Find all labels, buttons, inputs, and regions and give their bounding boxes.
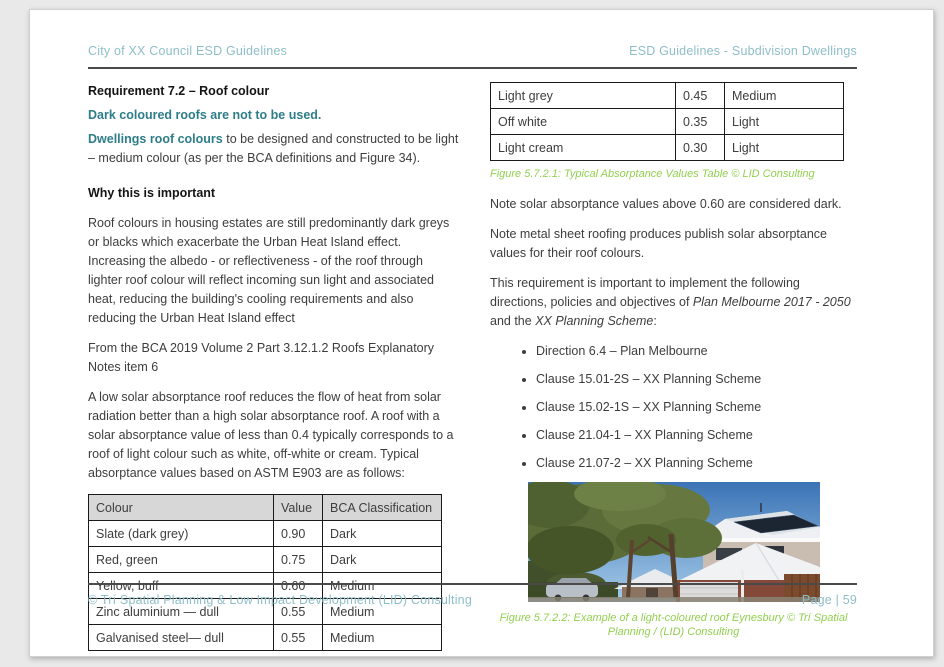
list-item: • Direction 6.4 – Plan Melbourne xyxy=(536,342,857,361)
req-italic-planning-scheme: XX Planning Scheme xyxy=(535,314,654,328)
list-item: • Clause 21.07-2 – XX Planning Scheme xyxy=(536,454,857,473)
cell-colour: Red, green xyxy=(89,547,274,573)
document-page xyxy=(29,9,934,657)
cell-colour: Light cream xyxy=(491,135,676,161)
page-footer xyxy=(88,583,857,607)
cell-classification: Light xyxy=(725,109,844,135)
table-row xyxy=(491,83,844,109)
dwellings-paragraph xyxy=(88,130,460,168)
cell-value: 0.30 xyxy=(676,135,725,161)
table-row xyxy=(89,625,442,651)
req-text-1: This requirement is important to implement the following directions, policies and objectives of xyxy=(490,276,800,309)
header-right-text: ESD Guidelines - Subdivision Dwellings xyxy=(629,44,857,58)
absorptance-table-right xyxy=(490,82,844,161)
cell-classification: Medium xyxy=(323,599,442,625)
footer-rule xyxy=(88,583,857,585)
cell-classification: Medium xyxy=(725,83,844,109)
cell-value: 0.55 xyxy=(274,625,323,651)
left-column xyxy=(88,82,460,651)
cell-value: 0.35 xyxy=(676,109,725,135)
bca-paragraph: From the BCA 2019 Volume 2 Part 3.12.1.2 Roofs Explanatory Notes item 6 xyxy=(88,341,435,374)
cell-classification: Medium xyxy=(323,573,442,599)
col-header-colour: Colour xyxy=(89,495,274,521)
table-row xyxy=(89,547,442,573)
footer-page-number: Page | 59 xyxy=(801,593,857,607)
note-dark-paragraph: Note solar absorptance values above 0.60 are considered dark. xyxy=(490,197,842,211)
roof-colours-paragraph: Roof colours in housing estates are still predominantly dark greys or blacks which exacerbate the Urban Heat Island effect. Increasing the albedo - or reflectiveness - of the roof through lighter roof colour will reflect incoming sun light and associated heat, reducing the building's cooling requirements and also reducing the Urban Heat Island effect xyxy=(88,216,450,325)
photo-figure-caption: Figure 5.7.2.2: Example of a light-coloured roof Eynesbury © Trí Spatial Planning / (LID) Consulting xyxy=(499,612,848,638)
col-header-classification: BCA Classification xyxy=(323,495,442,521)
table-row xyxy=(491,135,844,161)
cell-colour: Light grey xyxy=(491,83,676,109)
cell-value: 0.90 xyxy=(274,521,323,547)
cell-value: 0.45 xyxy=(676,83,725,109)
statement-text: Dark coloured roofs are not to be used. xyxy=(88,108,322,122)
cell-value: 0.60 xyxy=(274,573,323,599)
cell-classification: Dark xyxy=(323,521,442,547)
absorptance-paragraph: A low solar absorptance roof reduces the flow of heat from solar radiation better than a high solar absorptance roof. A roof with a solar absorptance value of less than 0.4 typically corresponds to a roof of light colour such as white, off-white or cream. Typical absorptance values based on ASTM E903 are as follows: xyxy=(88,390,454,480)
cell-value: 0.55 xyxy=(274,599,323,625)
requirement-importance-paragraph xyxy=(490,274,857,331)
cell-colour: Galvanised steel— dull xyxy=(89,625,274,651)
cell-classification: Light xyxy=(725,135,844,161)
requirement-heading: Requirement 7.2 – Roof colour xyxy=(88,84,270,98)
cell-classification: Medium xyxy=(323,625,442,651)
cell-colour: Slate (dark grey) xyxy=(89,521,274,547)
note-metal-paragraph: Note metal sheet roofing produces publish solar absorptance values for their roof colours. xyxy=(490,227,828,260)
req-text-3: : xyxy=(653,314,657,328)
absorptance-table-left xyxy=(88,494,442,651)
cell-colour: Zinc aluminium — dull xyxy=(89,599,274,625)
table-figure-caption: Figure 5.7.2.1: Typical Absorptance Values Table © LID Consulting xyxy=(490,168,815,180)
why-heading: Why this is important xyxy=(88,186,216,200)
cell-colour: Off white xyxy=(491,109,676,135)
header-rule xyxy=(88,67,857,69)
table-header-row xyxy=(89,495,442,521)
right-column xyxy=(490,82,857,651)
table-row xyxy=(491,109,844,135)
footer-copyright-text: © Trí Spatial Planning & Low Impact Development (LID) Consulting xyxy=(88,593,472,607)
table-row xyxy=(89,521,442,547)
dwellings-bold-text: Dwellings roof colours xyxy=(88,132,223,146)
list-item: • Clause 21.04-1 – XX Planning Scheme xyxy=(536,426,857,445)
statement-paragraph xyxy=(88,106,460,125)
cell-colour: Yellow, buff xyxy=(89,573,274,599)
col-header-value: Value xyxy=(274,495,323,521)
page-header xyxy=(88,44,857,58)
header-left-text: City of XX Council ESD Guidelines xyxy=(88,44,288,58)
dwellings-rest-text: to be designed and constructed to be light – medium colour (as per the BCA definitions and Figure 34). xyxy=(88,132,459,165)
req-text-2: and the xyxy=(490,314,536,328)
req-italic-plan-melbourne: Plan Melbourne 2017 - 2050 xyxy=(692,295,851,309)
cell-classification: Dark xyxy=(323,547,442,573)
list-item: • Clause 15.02-1S – XX Planning Scheme xyxy=(536,398,857,417)
planning-reference-list xyxy=(490,342,857,473)
content-columns xyxy=(88,82,857,651)
list-item: • Clause 15.01-2S – XX Planning Scheme xyxy=(536,370,857,389)
cell-value: 0.75 xyxy=(274,547,323,573)
